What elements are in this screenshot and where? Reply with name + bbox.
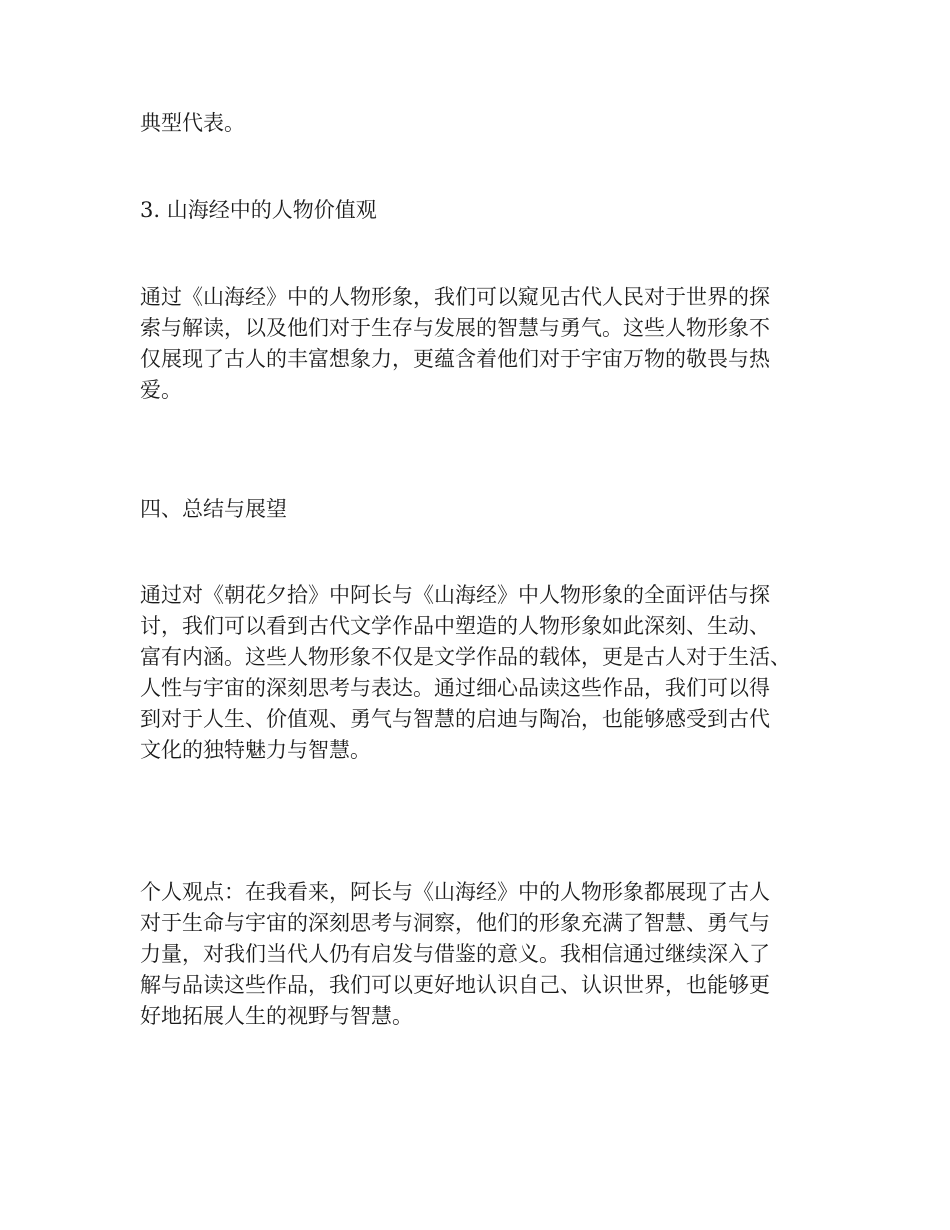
section-3-paragraph [140,282,840,406]
paragraph-line: 通过《山海经》中的人物形象，我们可以窥见古代人民对于世界的探 [140,285,770,309]
paragraph-line: 文化的独特魅力与智慧。 [140,738,371,762]
paragraph-line: 典型代表。 [140,111,245,135]
paragraph-line: 好地拓展人生的视野与智慧。 [140,1004,413,1028]
paragraph-line: 通过对《朝花夕拾》中阿长与《山海经》中人物形象的全面评估与探 [140,583,770,607]
paragraph-line: 仅展现了古人的丰富想象力，更蕴含着他们对于宇宙万物的敬畏与热 [140,347,770,371]
paragraph-line: 个人观点：在我看来，阿长与《山海经》中的人物形象都展现了古人 [140,880,770,904]
paragraph-line: 讨，我们可以看到古代文学作品中塑造的人物形象如此深刻、生动、 [140,614,770,638]
section-4-paragraph [140,580,840,766]
paragraph-line: 富有内涵。这些人物形象不仅是文学作品的载体，更是古人对于生活、 [140,645,791,669]
paragraph-line: 到对于人生、价值观、勇气与智慧的启迪与陶冶，也能够感受到古代 [140,707,770,731]
paragraph-line: 人性与宇宙的深刻思考与表达。通过细心品读这些作品，我们可以得 [140,676,770,700]
heading-text: 3. 山海经中的人物价值观 [140,198,377,222]
paragraph-line: 力量，对我们当代人仍有启发与借鉴的意义。我相信通过继续深入了 [140,942,770,966]
section-4-heading [140,494,840,525]
heading-text: 四、总结与展望 [140,497,287,521]
paragraph-fragment [140,108,840,139]
section-3-heading [140,195,840,226]
paragraph-line: 索与解读，以及他们对于生存与发展的智慧与勇气。这些人物形象不 [140,316,770,340]
personal-view-paragraph [140,877,840,1032]
paragraph-line: 解与品读这些作品，我们可以更好地认识自己、认识世界，也能够更 [140,973,770,997]
paragraph-line: 爱。 [140,378,182,402]
paragraph-line: 对于生命与宇宙的深刻思考与洞察，他们的形象充满了智慧、勇气与 [140,911,770,935]
